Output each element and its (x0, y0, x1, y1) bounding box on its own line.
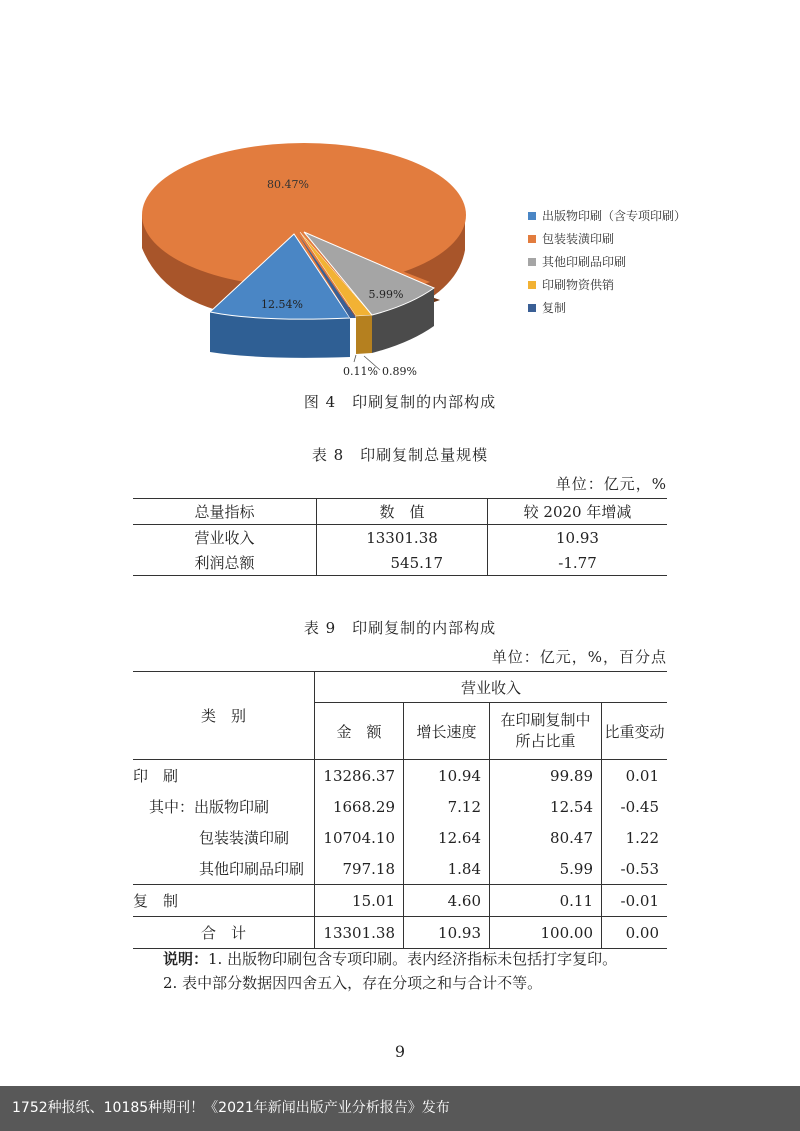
pie-chart (0, 0, 800, 400)
cell-value: 10.93 (488, 525, 668, 551)
row-label: 其他印刷品印刷 (199, 860, 305, 878)
legend-item (528, 273, 686, 296)
column-header: 较 2020 年增减 (488, 499, 668, 525)
table8 (133, 498, 667, 576)
label-supplies: 0.89% (382, 365, 417, 378)
column-header: 金 额 (315, 703, 404, 760)
cell-value: -0.45 (602, 791, 668, 822)
row-label: 营业收入 (194, 529, 255, 547)
column-header: 增长速度 (404, 703, 490, 760)
legend-swatch (528, 212, 536, 220)
cell-value: 0.00 (602, 917, 668, 949)
cell-value: 1.22 (602, 822, 668, 853)
table9-title: 表 9 印刷复制的内部构成 (303, 619, 497, 637)
cell-value: 10.94 (404, 760, 490, 792)
cell-value: 0.01 (602, 760, 668, 792)
label-other: 5.99% (368, 288, 404, 301)
article-title-banner[interactable]: 1752种报纸、10185种期刊！《2021年新闻出版产业分析报告》发布 (0, 1086, 800, 1131)
column-header: 数 值 (317, 499, 488, 525)
cell-value: -1.77 (488, 550, 668, 576)
table-row-total (133, 917, 667, 949)
note-line-1 (163, 948, 617, 969)
column-header: 在印刷复制中所占比重 (490, 703, 602, 760)
column-header-category: 类 别 (133, 672, 315, 760)
table9 (133, 671, 667, 949)
table-header-row (133, 499, 667, 525)
row-label: 其中：出版物印刷 (149, 798, 270, 816)
table-row (133, 525, 667, 551)
legend-label: 包装装潢印刷 (542, 232, 615, 246)
table-row (133, 791, 667, 822)
legend-item (528, 227, 686, 250)
cell-value: 80.47 (490, 822, 602, 853)
leader-copy (354, 355, 356, 362)
pie-slice-supplies-side (356, 315, 372, 354)
cell-value: 1668.29 (315, 791, 404, 822)
cell-value: 12.54 (490, 791, 602, 822)
legend-label: 复制 (542, 301, 567, 315)
note-text: 1. 出版物印刷包含专项印刷。表内经济指标未包括打字复印。 (208, 950, 618, 968)
table-row (133, 550, 667, 576)
cell-value: 99.89 (490, 760, 602, 792)
cell-value: 13286.37 (315, 760, 404, 792)
figure-caption: 图 4 印刷复制的内部构成 (303, 393, 497, 411)
page-number: 9 (394, 1042, 406, 1061)
table9-unit: 单位：亿元，%，百分点 (491, 648, 667, 666)
cell-value: 7.12 (404, 791, 490, 822)
legend-item (528, 296, 686, 319)
row-label: 印 刷 (133, 767, 179, 785)
legend-label: 印刷物资供销 (542, 278, 615, 292)
cell-value: 13301.38 (317, 525, 488, 551)
cell-value: 1.84 (404, 853, 490, 885)
legend-swatch (528, 235, 536, 243)
chart-legend (528, 204, 686, 319)
row-label: 利润总额 (194, 554, 255, 572)
legend-swatch (528, 281, 536, 289)
cell-value: 10704.10 (315, 822, 404, 853)
table-row (133, 822, 667, 853)
legend-item (528, 250, 686, 273)
cell-value: 10.93 (404, 917, 490, 949)
table-row (133, 885, 667, 917)
table-row (133, 853, 667, 885)
table-row (133, 760, 667, 792)
legend-label: 其他印刷品印刷 (542, 255, 627, 269)
cell-value: 797.18 (315, 853, 404, 885)
cell-value: 13301.38 (315, 917, 404, 949)
cell-value: 0.11 (490, 885, 602, 917)
column-header-group: 营业收入 (315, 672, 668, 703)
row-label: 合 计 (133, 917, 315, 949)
cell-value: -0.01 (602, 885, 668, 917)
cell-value: 545.17 (317, 550, 488, 576)
cell-value: -0.53 (602, 853, 668, 885)
legend-item (528, 204, 686, 227)
cell-value: 4.60 (404, 885, 490, 917)
note-label: 说明： (163, 950, 209, 968)
table8-title: 表 8 印刷复制总量规模 (311, 446, 489, 464)
label-copy: 0.11% (343, 365, 378, 378)
table-header-row (133, 672, 667, 703)
note-line-2: 2. 表中部分数据因四舍五入，存在分项之和与合计不等。 (163, 974, 543, 992)
row-label: 复 制 (133, 885, 315, 917)
column-header: 总量指标 (133, 499, 317, 525)
table8-unit: 单位：亿元，% (555, 475, 667, 493)
label-publishing: 12.54% (261, 298, 303, 311)
label-packaging: 80.47% (267, 178, 309, 191)
cell-value: 12.64 (404, 822, 490, 853)
row-label: 包装装潢印刷 (199, 829, 290, 847)
column-header: 比重变动 (602, 703, 668, 760)
cell-value: 100.00 (490, 917, 602, 949)
legend-swatch (528, 304, 536, 312)
cell-value: 15.01 (315, 885, 404, 917)
legend-swatch (528, 258, 536, 266)
cell-value: 5.99 (490, 853, 602, 885)
legend-label: 出版物印刷（含专项印刷） (542, 209, 687, 223)
